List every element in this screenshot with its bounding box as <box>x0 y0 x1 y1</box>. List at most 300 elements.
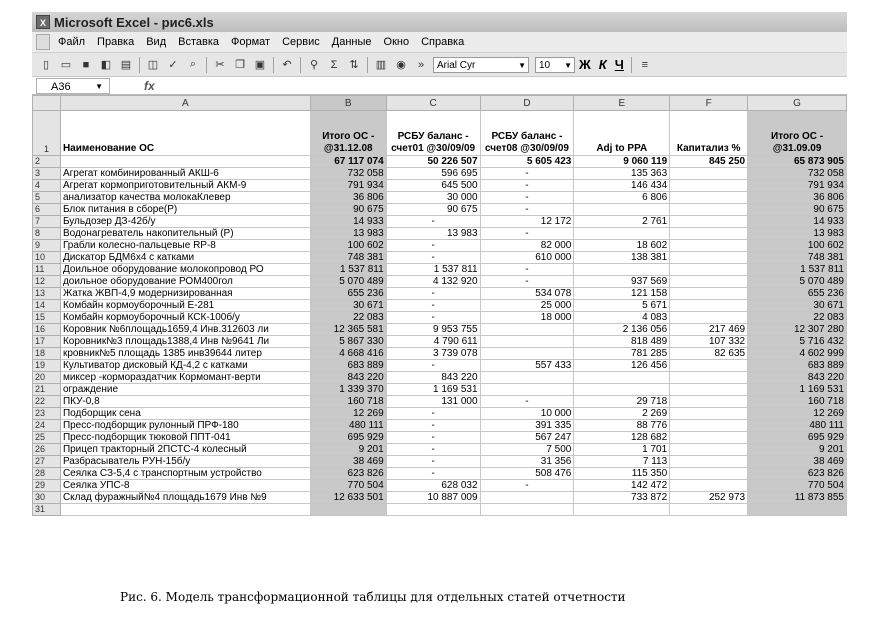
cell-b[interactable]: 623 826 <box>310 468 386 480</box>
cell-c[interactable]: 13 983 <box>386 228 480 240</box>
cell-d[interactable]: - <box>480 192 574 204</box>
cell-a[interactable]: Культиватор дисковый КД-4,2 с катками <box>60 360 310 372</box>
cell-c[interactable] <box>386 504 480 516</box>
cell-d[interactable]: 391 335 <box>480 420 574 432</box>
cell-a[interactable] <box>60 504 310 516</box>
hyperlink-icon[interactable]: ⚲ <box>309 59 319 71</box>
cell-c[interactable]: 628 032 <box>386 480 480 492</box>
cell-d[interactable]: 31 356 <box>480 456 574 468</box>
cell-a[interactable]: Агрегат комбинированный АКШ-6 <box>60 168 310 180</box>
row-header[interactable]: 20 <box>33 372 61 384</box>
cell-g[interactable]: 748 381 <box>748 252 847 264</box>
cell-g[interactable]: 160 718 <box>748 396 847 408</box>
cell-c[interactable]: 4 790 611 <box>386 336 480 348</box>
cell-a[interactable]: Блок питания в сборе(Р) <box>60 204 310 216</box>
cell-e[interactable] <box>574 264 670 276</box>
cell-c[interactable]: 90 675 <box>386 204 480 216</box>
cell-f[interactable]: 82 635 <box>670 348 748 360</box>
cell-e[interactable]: 126 456 <box>574 360 670 372</box>
cell-d[interactable]: 12 172 <box>480 216 574 228</box>
cell-b[interactable]: 843 220 <box>310 372 386 384</box>
cell-c[interactable]: - <box>386 456 480 468</box>
cell-e[interactable]: 135 363 <box>574 168 670 180</box>
cell-d[interactable]: 7 500 <box>480 444 574 456</box>
cell-e[interactable]: 138 381 <box>574 252 670 264</box>
cell-d[interactable]: 534 078 <box>480 288 574 300</box>
cell-d[interactable] <box>480 324 574 336</box>
column-header-g[interactable]: G <box>748 96 847 111</box>
cell-b[interactable]: 67 117 074 <box>310 156 386 168</box>
cell-e[interactable]: 146 434 <box>574 180 670 192</box>
research-icon[interactable]: ⌕ <box>189 58 197 70</box>
cell-a[interactable]: Коровник№3 площадь1388,4 Инв №9641 Ли <box>60 336 310 348</box>
open-folder-icon[interactable]: ▭ <box>60 59 72 71</box>
table-row <box>33 180 847 192</box>
new-file-icon[interactable]: ▯ <box>42 59 50 71</box>
cell-d[interactable]: - <box>480 276 574 288</box>
cell-f[interactable] <box>670 432 748 444</box>
table-row <box>33 156 847 168</box>
cell-e[interactable] <box>574 204 670 216</box>
cell-a[interactable]: Сеялка УПС-8 <box>60 480 310 492</box>
spelling-icon[interactable]: ✓ <box>168 59 178 71</box>
cell-a[interactable]: Агрегат кормоприготовительный АКМ-9 <box>60 180 310 192</box>
row-header[interactable]: 1 <box>33 111 61 156</box>
cell-c[interactable]: 1 169 531 <box>386 384 480 396</box>
cell-e[interactable]: 781 285 <box>574 348 670 360</box>
cell-b[interactable]: 12 633 501 <box>310 492 386 504</box>
cell-f[interactable] <box>670 384 748 396</box>
cell-d[interactable]: - <box>480 228 574 240</box>
cell-a[interactable]: Комбайн кормоуборочный Е-281 <box>60 300 310 312</box>
cell-e[interactable]: 1 701 <box>574 444 670 456</box>
cell-g[interactable]: 100 602 <box>748 240 847 252</box>
row-header[interactable]: 10 <box>33 252 61 264</box>
cell-b[interactable]: Итого ОС - @31.12.08 <box>310 111 386 156</box>
cell-e[interactable]: 29 718 <box>574 396 670 408</box>
cell-b[interactable]: 732 058 <box>310 168 386 180</box>
column-header-f[interactable]: F <box>670 96 748 111</box>
cell-f[interactable] <box>670 240 748 252</box>
align-left-icon[interactable]: ≡ <box>641 58 649 71</box>
row-header[interactable]: 9 <box>33 240 61 252</box>
cell-g[interactable]: 655 236 <box>748 288 847 300</box>
menu-window[interactable]: Окно <box>383 36 410 48</box>
row-header[interactable]: 28 <box>33 468 61 480</box>
cell-c[interactable]: 50 226 507 <box>386 156 480 168</box>
cell-d[interactable]: 610 000 <box>480 252 574 264</box>
italic-button[interactable]: К <box>598 57 607 72</box>
font-name-select[interactable] <box>433 57 529 73</box>
row-header[interactable]: 12 <box>33 276 61 288</box>
menu-help[interactable]: Справка <box>421 36 465 48</box>
cell-b[interactable]: 683 889 <box>310 360 386 372</box>
cell-d[interactable]: - <box>480 204 574 216</box>
cell-a[interactable]: Жатка ЖВП-4,9 модернизированная <box>60 288 310 300</box>
cell-f[interactable] <box>670 180 748 192</box>
cell-d[interactable]: 5 605 423 <box>480 156 574 168</box>
cell-d[interactable]: 10 000 <box>480 408 574 420</box>
cell-c[interactable]: - <box>386 288 480 300</box>
cell-g[interactable]: 683 889 <box>748 360 847 372</box>
cell-g[interactable]: 65 873 905 <box>748 156 847 168</box>
font-size-select[interactable] <box>535 57 575 73</box>
cell-b[interactable]: 90 675 <box>310 204 386 216</box>
cell-d[interactable]: - <box>480 264 574 276</box>
cell-f[interactable] <box>670 192 748 204</box>
cell-a[interactable]: доильное оборудование РОМ400гол <box>60 276 310 288</box>
menu-data[interactable]: Данные <box>331 36 372 48</box>
table-row <box>33 240 847 252</box>
menu-format[interactable]: Формат <box>231 36 271 48</box>
cell-f[interactable] <box>670 468 748 480</box>
cell-a[interactable]: Пресс-подборщик рулонный ПРФ-180 <box>60 420 310 432</box>
cell-b[interactable]: 1 537 811 <box>310 264 386 276</box>
cell-b[interactable]: 22 083 <box>310 312 386 324</box>
cell-f[interactable]: Капитализ % <box>670 111 748 156</box>
print-icon[interactable]: ▤ <box>120 59 132 71</box>
cell-e[interactable]: 937 569 <box>574 276 670 288</box>
cell-f[interactable]: 217 469 <box>670 324 748 336</box>
cell-g[interactable]: 1 169 531 <box>748 384 847 396</box>
cell-c[interactable]: - <box>386 360 480 372</box>
cell-g[interactable]: 36 806 <box>748 192 847 204</box>
row-header[interactable]: 26 <box>33 444 61 456</box>
cell-g[interactable]: 38 469 <box>748 456 847 468</box>
cell-d[interactable]: 508 476 <box>480 468 574 480</box>
cell-b[interactable]: 1 339 370 <box>310 384 386 396</box>
cell-g[interactable]: 5 716 432 <box>748 336 847 348</box>
spreadsheet-table <box>32 95 847 516</box>
cell-b[interactable]: 30 671 <box>310 300 386 312</box>
cell-a[interactable]: Склад фуражный№4 площадь1679 Инв №9 <box>60 492 310 504</box>
cell-d[interactable] <box>480 348 574 360</box>
cell-b[interactable]: 100 602 <box>310 240 386 252</box>
excel-icon[interactable]: X <box>36 15 50 29</box>
row-header[interactable]: 6 <box>33 204 61 216</box>
cut-icon[interactable]: ✂ <box>215 59 225 71</box>
copy-icon[interactable]: ❐ <box>235 59 245 71</box>
table-row <box>33 111 847 156</box>
cell-d[interactable] <box>480 336 574 348</box>
cell-c[interactable]: - <box>386 432 480 444</box>
cell-d[interactable]: - <box>480 480 574 492</box>
fx-icon[interactable]: fx <box>144 78 155 93</box>
cell-b[interactable]: 13 983 <box>310 228 386 240</box>
cell-f[interactable] <box>670 456 748 468</box>
cell-a[interactable]: Комбайн кормоуборочный КСК-100б/у <box>60 312 310 324</box>
cell-e[interactable]: 7 113 <box>574 456 670 468</box>
bold-button[interactable]: Ж <box>579 57 591 72</box>
cell-f[interactable] <box>670 408 748 420</box>
cell-e[interactable]: 121 158 <box>574 288 670 300</box>
cell-b[interactable]: 695 929 <box>310 432 386 444</box>
menu-grip-icon[interactable] <box>36 34 50 50</box>
cell-a[interactable]: ограждение <box>60 384 310 396</box>
cell-d[interactable] <box>480 492 574 504</box>
paste-icon[interactable]: ▣ <box>254 59 266 71</box>
cell-f[interactable] <box>670 504 748 516</box>
cell-e[interactable]: 818 489 <box>574 336 670 348</box>
row-header[interactable]: 8 <box>33 228 61 240</box>
help-icon[interactable]: ◉ <box>396 59 406 71</box>
row-header[interactable]: 7 <box>33 216 61 228</box>
cell-b[interactable]: 791 934 <box>310 180 386 192</box>
column-header-b[interactable]: B <box>310 96 386 111</box>
cell-c[interactable]: 4 132 920 <box>386 276 480 288</box>
cell-d[interactable]: 18 000 <box>480 312 574 324</box>
cell-d[interactable] <box>480 372 574 384</box>
row-header[interactable]: 13 <box>33 288 61 300</box>
menu-insert[interactable]: Вставка <box>178 36 220 48</box>
menu-file[interactable]: Файл <box>58 36 86 48</box>
cell-b[interactable]: 770 504 <box>310 480 386 492</box>
row-header[interactable]: 4 <box>33 180 61 192</box>
cell-c[interactable]: 843 220 <box>386 372 480 384</box>
cell-e[interactable] <box>574 372 670 384</box>
cell-b[interactable]: 4 668 416 <box>310 348 386 360</box>
cell-g[interactable]: 11 873 855 <box>748 492 847 504</box>
cell-f[interactable] <box>670 420 748 432</box>
cell-e[interactable]: 733 872 <box>574 492 670 504</box>
cell-a[interactable]: миксер -кормораздатчик Кормомант-верти <box>60 372 310 384</box>
cell-c[interactable]: - <box>386 468 480 480</box>
cell-g[interactable]: 30 671 <box>748 300 847 312</box>
cell-c[interactable]: - <box>386 408 480 420</box>
cell-g[interactable]: 791 934 <box>748 180 847 192</box>
cell-d[interactable]: РСБУ баланс - счет08 @30/09/09 <box>480 111 574 156</box>
cell-e[interactable] <box>574 504 670 516</box>
row-header[interactable]: 17 <box>33 336 61 348</box>
cell-c[interactable]: РСБУ баланс - счет01 @30/09/09 <box>386 111 480 156</box>
cell-f[interactable] <box>670 252 748 264</box>
column-header-e[interactable]: E <box>574 96 670 111</box>
cell-b[interactable]: 5 867 330 <box>310 336 386 348</box>
toolbar-options-icon[interactable]: » <box>417 58 425 71</box>
cell-d[interactable]: 557 433 <box>480 360 574 372</box>
cell-f[interactable] <box>670 360 748 372</box>
cell-c[interactable]: 3 739 078 <box>386 348 480 360</box>
cell-g[interactable]: 90 675 <box>748 204 847 216</box>
cell-g[interactable]: 12 307 280 <box>748 324 847 336</box>
cell-f[interactable] <box>670 288 748 300</box>
cell-g[interactable]: 4 602 999 <box>748 348 847 360</box>
cell-e[interactable]: Adj to PPA <box>574 111 670 156</box>
row-header[interactable]: 18 <box>33 348 61 360</box>
cell-a[interactable]: ПКУ-0,8 <box>60 396 310 408</box>
cell-g[interactable]: 1 537 811 <box>748 264 847 276</box>
cell-g[interactable]: 22 083 <box>748 312 847 324</box>
cell-a[interactable] <box>60 156 310 168</box>
row-header[interactable]: 30 <box>33 492 61 504</box>
cell-f[interactable] <box>670 228 748 240</box>
cell-e[interactable]: 142 472 <box>574 480 670 492</box>
cell-c[interactable]: 645 500 <box>386 180 480 192</box>
cell-c[interactable]: - <box>386 300 480 312</box>
cell-b[interactable]: 160 718 <box>310 396 386 408</box>
cell-f[interactable] <box>670 480 748 492</box>
cell-b[interactable]: 12 269 <box>310 408 386 420</box>
cell-g[interactable]: 14 933 <box>748 216 847 228</box>
cell-a[interactable]: Коровник №6площадь1659,4 Инв.312603 ли <box>60 324 310 336</box>
cell-c[interactable]: 9 953 755 <box>386 324 480 336</box>
cell-g[interactable]: Итого ОС - @31.09.09 <box>748 111 847 156</box>
cell-d[interactable]: 567 247 <box>480 432 574 444</box>
cell-d[interactable]: - <box>480 396 574 408</box>
cell-g[interactable] <box>748 504 847 516</box>
cell-b[interactable]: 38 469 <box>310 456 386 468</box>
row-header[interactable]: 22 <box>33 396 61 408</box>
cell-a[interactable]: Наименование ОС <box>60 111 310 156</box>
row-header[interactable]: 31 <box>33 504 61 516</box>
cell-a[interactable]: Пресс-подборщик тюковой ППТ-041 <box>60 432 310 444</box>
row-header[interactable]: 23 <box>33 408 61 420</box>
cell-c[interactable]: 131 000 <box>386 396 480 408</box>
cell-e[interactable]: 4 083 <box>574 312 670 324</box>
cell-a[interactable]: Доильное оборудование молокопровод РО <box>60 264 310 276</box>
cell-c[interactable]: - <box>386 252 480 264</box>
cell-b[interactable] <box>310 504 386 516</box>
cell-a[interactable]: Сеялка СЗ-5,4 с транспортным устройство <box>60 468 310 480</box>
cell-b[interactable]: 480 111 <box>310 420 386 432</box>
column-header-d[interactable]: D <box>480 96 574 111</box>
name-box[interactable] <box>36 78 110 94</box>
cell-e[interactable]: 18 602 <box>574 240 670 252</box>
chart-wizard-icon[interactable]: ▥ <box>375 59 387 71</box>
cell-b[interactable]: 748 381 <box>310 252 386 264</box>
cell-e[interactable] <box>574 228 670 240</box>
menu-tools[interactable]: Сервис <box>282 36 320 48</box>
cell-e[interactable]: 2 136 056 <box>574 324 670 336</box>
row-header[interactable]: 15 <box>33 312 61 324</box>
cell-f[interactable] <box>670 168 748 180</box>
cell-c[interactable]: 30 000 <box>386 192 480 204</box>
cell-a[interactable]: Грабли колесно-пальцевые RP-8 <box>60 240 310 252</box>
cell-e[interactable]: 2 269 <box>574 408 670 420</box>
cell-f[interactable]: 252 973 <box>670 492 748 504</box>
cell-d[interactable]: 25 000 <box>480 300 574 312</box>
cell-b[interactable]: 36 806 <box>310 192 386 204</box>
cell-d[interactable]: - <box>480 168 574 180</box>
print-preview-icon[interactable]: ◫ <box>147 59 159 71</box>
row-header[interactable]: 3 <box>33 168 61 180</box>
cell-g[interactable]: 9 201 <box>748 444 847 456</box>
table-row <box>33 360 847 372</box>
cell-c[interactable]: - <box>386 240 480 252</box>
cell-c[interactable]: - <box>386 420 480 432</box>
cell-c[interactable]: - <box>386 216 480 228</box>
row-header[interactable]: 16 <box>33 324 61 336</box>
cell-a[interactable]: Водонагреватель накопительный (Р) <box>60 228 310 240</box>
cell-f[interactable] <box>670 264 748 276</box>
cell-e[interactable]: 128 682 <box>574 432 670 444</box>
cell-b[interactable]: 5 070 489 <box>310 276 386 288</box>
select-all-corner[interactable] <box>33 96 61 111</box>
cell-e[interactable]: 5 671 <box>574 300 670 312</box>
permission-icon[interactable]: ◧ <box>100 59 112 71</box>
cell-f[interactable] <box>670 216 748 228</box>
cell-g[interactable]: 843 220 <box>748 372 847 384</box>
cell-a[interactable]: Дискатор БДМ6х4 с катками <box>60 252 310 264</box>
row-header[interactable]: 29 <box>33 480 61 492</box>
undo-icon[interactable]: ↶ <box>282 59 292 71</box>
cell-b[interactable]: 9 201 <box>310 444 386 456</box>
cell-g[interactable]: 12 269 <box>748 408 847 420</box>
menu-edit[interactable]: Правка <box>97 36 135 48</box>
cell-c[interactable]: 596 695 <box>386 168 480 180</box>
cell-d[interactable]: 82 000 <box>480 240 574 252</box>
cell-c[interactable]: 10 887 009 <box>386 492 480 504</box>
cell-e[interactable] <box>574 384 670 396</box>
save-icon[interactable]: ■ <box>82 58 90 71</box>
row-header[interactable]: 24 <box>33 420 61 432</box>
cell-d[interactable] <box>480 504 574 516</box>
cell-g[interactable]: 695 929 <box>748 432 847 444</box>
cell-g[interactable]: 5 070 489 <box>748 276 847 288</box>
cell-g[interactable]: 770 504 <box>748 480 847 492</box>
cell-c[interactable]: - <box>386 444 480 456</box>
cell-f[interactable] <box>670 300 748 312</box>
cell-c[interactable]: - <box>386 312 480 324</box>
row-header[interactable]: 5 <box>33 192 61 204</box>
underline-button[interactable]: Ч <box>614 57 624 72</box>
cell-f[interactable] <box>670 276 748 288</box>
row-header[interactable]: 21 <box>33 384 61 396</box>
column-header-a[interactable]: A <box>60 96 310 111</box>
cell-g[interactable]: 623 826 <box>748 468 847 480</box>
cell-f[interactable]: 845 250 <box>670 156 748 168</box>
cell-d[interactable]: - <box>480 180 574 192</box>
cell-f[interactable] <box>670 312 748 324</box>
cell-a[interactable]: Прицеп тракторный 2ПСТС-4 колесный <box>60 444 310 456</box>
row-header[interactable]: 19 <box>33 360 61 372</box>
cell-a[interactable]: кровник№5 площадь 1385 инв39644 литер <box>60 348 310 360</box>
cell-d[interactable] <box>480 384 574 396</box>
cell-e[interactable]: 9 060 119 <box>574 156 670 168</box>
cell-e[interactable]: 6 806 <box>574 192 670 204</box>
cell-f[interactable] <box>670 204 748 216</box>
cell-a[interactable]: Разбрасыватель РУН-15б/у <box>60 456 310 468</box>
cell-e[interactable]: 88 776 <box>574 420 670 432</box>
cell-g[interactable]: 13 983 <box>748 228 847 240</box>
menu-view[interactable]: Вид <box>146 36 167 48</box>
row-header[interactable]: 2 <box>33 156 61 168</box>
cell-f[interactable] <box>670 372 748 384</box>
cell-g[interactable]: 732 058 <box>748 168 847 180</box>
cell-f[interactable] <box>670 396 748 408</box>
autosum-icon[interactable]: Σ <box>330 58 338 71</box>
cell-a[interactable]: Подборщик сена <box>60 408 310 420</box>
row-header[interactable]: 14 <box>33 300 61 312</box>
row-header[interactable]: 27 <box>33 456 61 468</box>
cell-g[interactable]: 480 111 <box>748 420 847 432</box>
row-header[interactable]: 25 <box>33 432 61 444</box>
column-header-c[interactable]: C <box>386 96 480 111</box>
cell-f[interactable] <box>670 444 748 456</box>
cell-e[interactable]: 115 350 <box>574 468 670 480</box>
cell-f[interactable]: 107 332 <box>670 336 748 348</box>
cell-a[interactable]: анализатор качества молокаКлевер <box>60 192 310 204</box>
cell-a[interactable]: Бульдозер ДЗ-42б/у <box>60 216 310 228</box>
cell-b[interactable]: 655 236 <box>310 288 386 300</box>
row-header[interactable]: 11 <box>33 264 61 276</box>
cell-b[interactable]: 14 933 <box>310 216 386 228</box>
sort-ascending-icon[interactable]: ⇅ <box>349 59 359 71</box>
chevron-down-icon: ▼ <box>95 81 103 91</box>
cell-c[interactable]: 1 537 811 <box>386 264 480 276</box>
cell-b[interactable]: 12 365 581 <box>310 324 386 336</box>
cell-e[interactable]: 2 761 <box>574 216 670 228</box>
